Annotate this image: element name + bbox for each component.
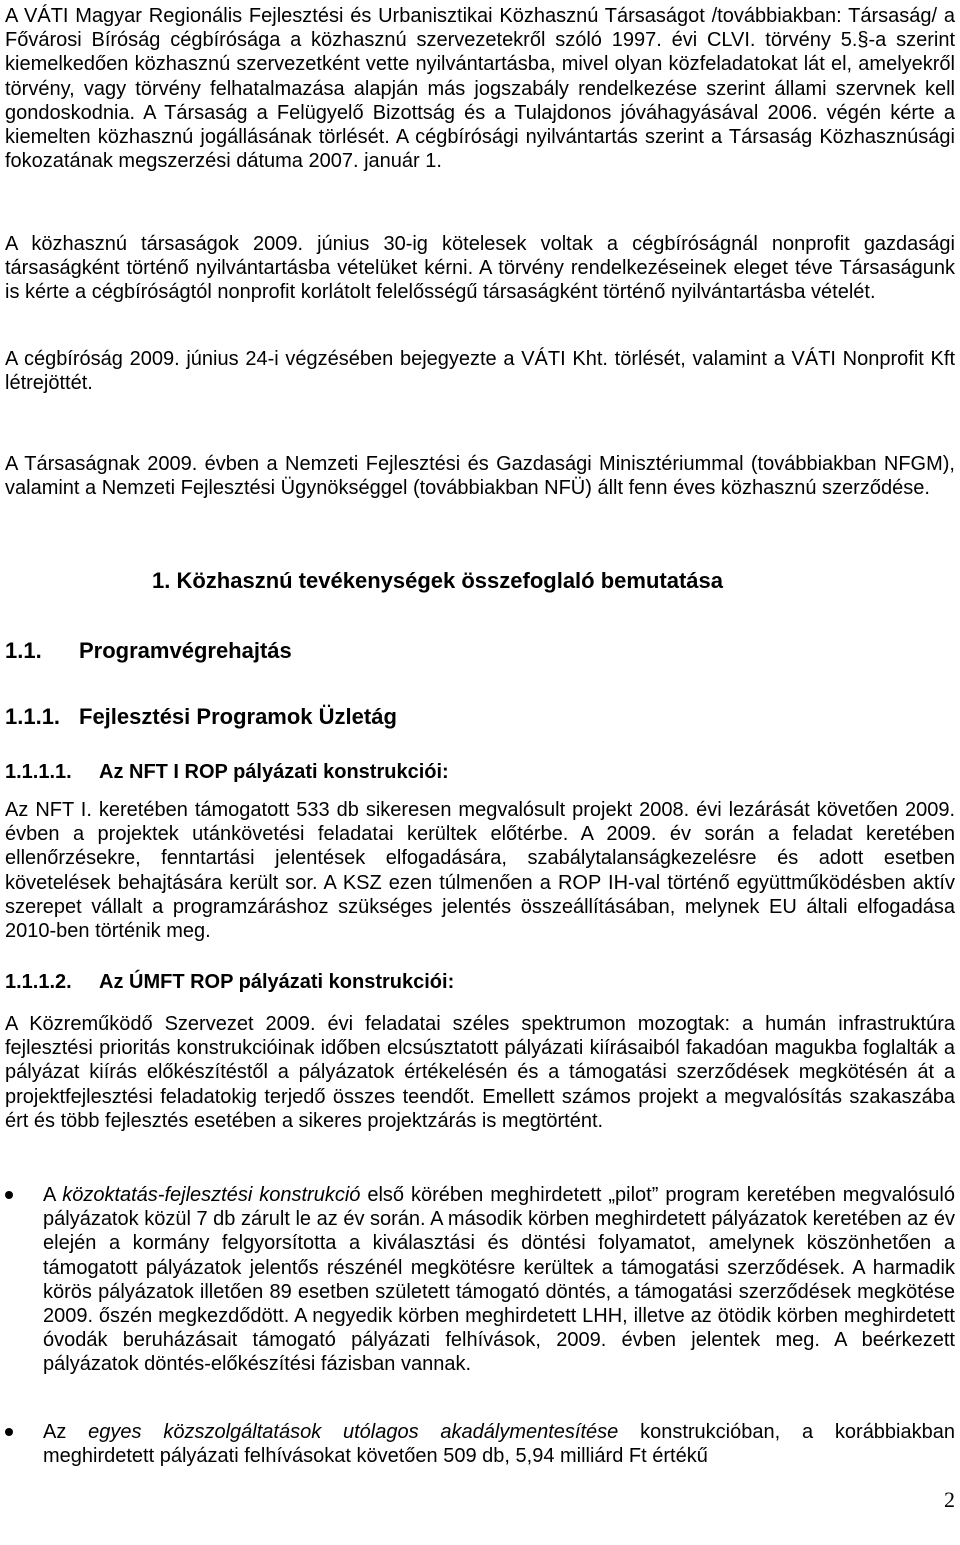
heading-title: Az NFT I ROP pályázati konstrukciói: [99, 761, 449, 783]
heading-1-1-1-1 [5, 761, 449, 784]
list-item [5, 1420, 955, 1468]
heading-number: 1.1.1. [5, 704, 61, 729]
contract-paragraph: A Társaságnak 2009. évben a Nemzeti Fejlesztési és Gazdasági Minisztériummal (továbbiakban NFGM), valamint a Nemzeti Fejlesztési Ügynökséggel (továbbiakban NFÜ) állt fenn éves közhasznú szerződése. [5, 453, 955, 500]
page-number: 2 [944, 1487, 955, 1512]
heading-1-1-1 [5, 704, 397, 730]
section-heading: 1. Közhasznú tevékenységek összefoglaló bemutatása [152, 568, 723, 593]
list-item-text: Az egyes közszolgáltatások utólagos akadálymentesítése konstrukcióban, a korábbiakban meghirdetett pályázati felhívásokat követően 509 db, 5,94 milliárd Ft értékű [43, 1421, 955, 1468]
heading-1-1-1-2 [5, 971, 454, 994]
heading-title: Programvégrehajtás [79, 638, 292, 663]
court-paragraph: A cégbíróság 2009. június 24-i végzésében bejegyezte a VÁTI Kht. törlését, valamint a VÁTI Nonprofit Kft létrejöttét. [5, 348, 955, 395]
conversion-paragraph: A közhasznú társaságok 2009. június 30-ig kötelesek voltak a cégbíróságnál nonprofit gazdasági társaságként történő nyilvántartásba vételüket kérni. A törvény rendelkezéseinek eleget téve Társaságunk is kérte a cégbíróságtól nonprofit korlátolt felelősségű társaságként történő nyilvántartásba vételét. [5, 233, 955, 304]
heading-number: 1.1.1.1. [5, 761, 72, 783]
heading-title: Az ÚMFT ROP pályázati konstrukciói: [99, 971, 455, 993]
heading-number: 1.1. [5, 638, 42, 663]
list-item-text: A közoktatás-fejlesztési konstrukció első körében meghirdetett „pilot” program keretében megvalósuló pályázatok közül 7 db zárult le az év során. A második körben meghirdetett pályázatok keretében az év elején a kormány felgyorsította a kiválasztási és döntési folyamatot, amelynek köszönhetően a támogatott pályázatok jelentős részénél megkötésre kerültek a támogatási szerződések. A harmadik körös pályázatok illetően 89 esetben született támogató döntés, a támogatási szerződések megkötése 2009. őszén megkezdődött. A negyedik körben meghirdetett LHH, illetve az ötödik körben meghirdetett óvodák beruházásait támogató pályázati felhívások, 2009. évben jelentek meg. A beérkezett pályázatok döntés-előkészítési fázisban vannak. [43, 1184, 955, 1376]
heading-number: 1.1.1.2. [5, 971, 72, 993]
intro-paragraph: A VÁTI Magyar Regionális Fejlesztési és Urbanisztikai Közhasznú Társaságot /továbbiakban: Társaság/ a Fővárosi Bíróság cégbírósága a közhasznú szervezetekről szóló 1997. évi CLVI. törvény 5.§-a szerint kiemelkedően közhasznú szervezetként vette nyilvántartásba, mivel olyan közfeladatokat lát el, amelyekről törvény, vagy törvény felhatalmazása alapján más jogszabály rendelkezése szerint állami szervnek kell gondoskodnia. A Társaság a Felügyelő Bizottság és a Tulajdonos jóváhagyásával 2006. végén kérte a kiemelten közhasznú jogállásának törlését. A cégbírósági nyilvántartás szerint a Társaság Közhasznúsági fokozatának megszerzési dátuma 2007. január 1. [5, 5, 955, 173]
heading-1-1 [5, 638, 292, 664]
bullet-icon [5, 1428, 13, 1436]
nft-paragraph: Az NFT I. keretében támogatott 533 db sikeresen megvalósult projekt 2008. évi lezárását követően 2009. évben a projektek utánkövetési feladatai kerültek előtérbe. A 2009. év során a feladat keretében ellenőrzésekre, fenntartási jelentések elfogadására, szabálytalanságkezelésre és adott esetben követelések behajtására került sor. A KSZ ezen túlmenően a ROP IH-val történő együttműködésben aktív szerepet vállalt a programzáráshoz szükséges jelentés összeállításában, melynek EU általi elfogadása 2010-ben történik meg. [5, 799, 955, 943]
list-item [5, 1183, 955, 1377]
umft-paragraph: A Közreműködő Szervezet 2009. évi feladatai széles spektrumon mozogtak: a humán infrastruktúra fejlesztési prioritás konstrukcióinak időben elcsúsztatott pályázati kiírásaiból fakadóan magukba foglalták a pályázat kiírás előkészítéstől a pályázatok értékelésén és a támogatási szerződések megkötésén át a projektfejlesztési feladatokig terjedő összes teendőt. Emellett számos projekt a megvalósítás szakaszába ért és több fejlesztés esetében a sikeres projektzárás is megtörtént. [5, 1013, 955, 1132]
heading-title: Fejlesztési Programok Üzletág [79, 704, 397, 729]
bullet-icon [5, 1191, 13, 1199]
